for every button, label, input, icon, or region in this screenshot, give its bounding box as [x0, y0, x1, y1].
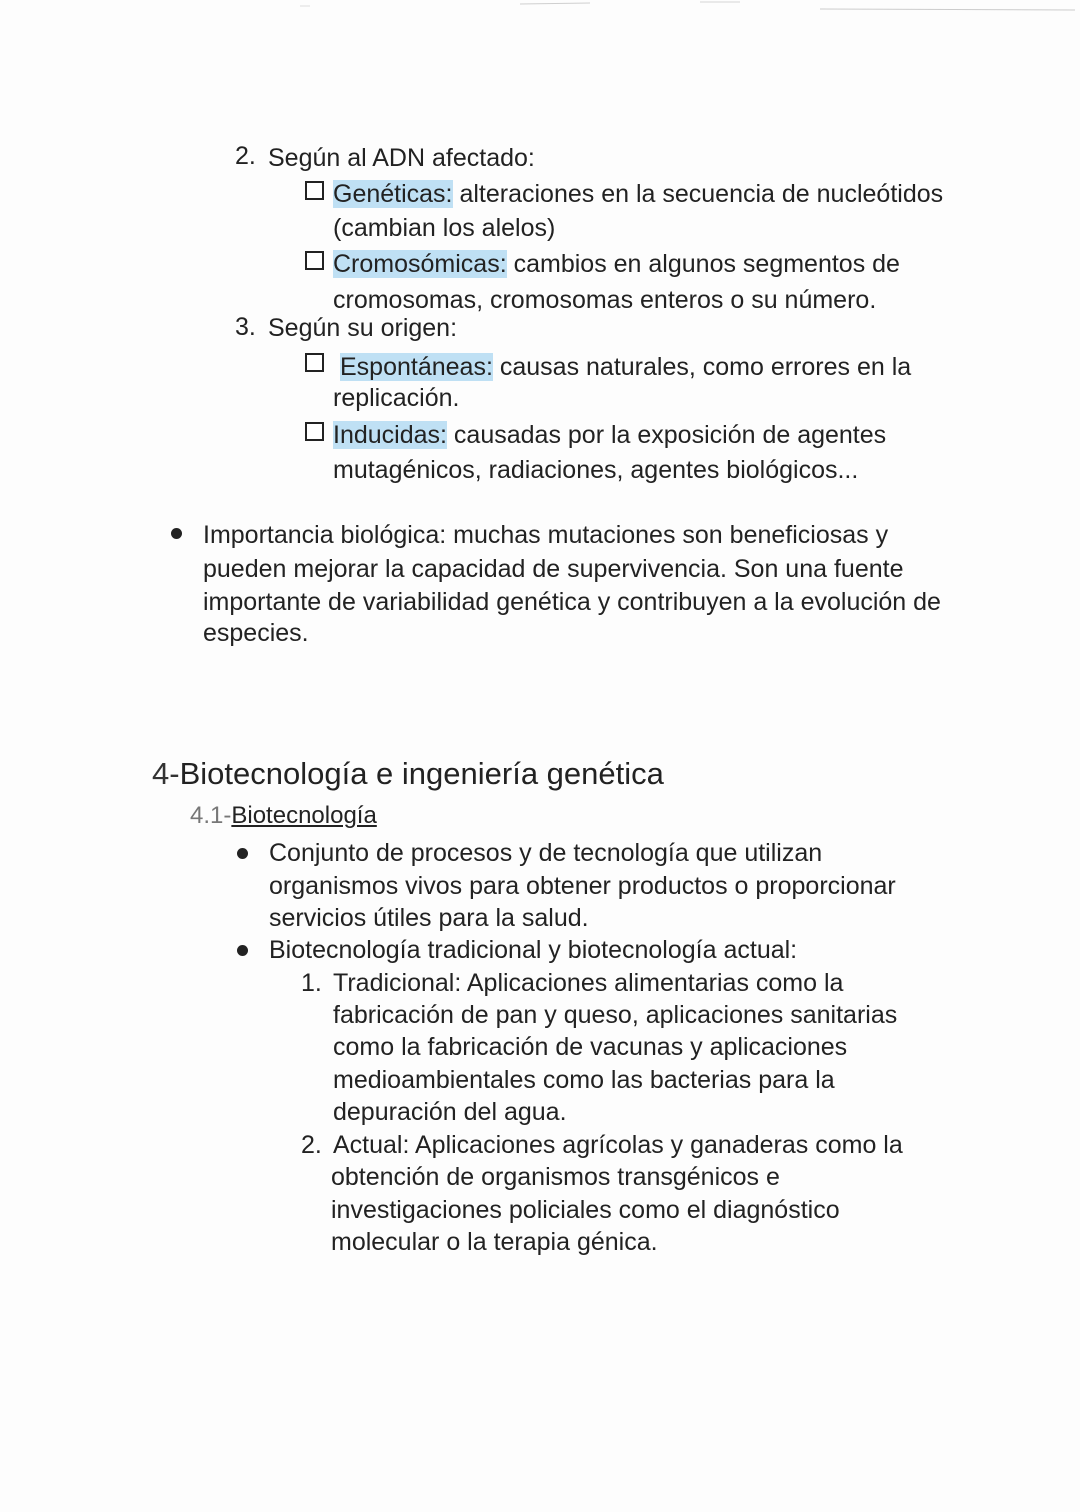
paragraph-line: investigaciones policiales como el diagnóstico	[331, 1196, 840, 1224]
bullet-icon	[237, 848, 248, 859]
scan-artifacts	[0, 0, 1080, 20]
subsection-heading	[190, 801, 377, 831]
paragraph-line: medioambientales como las bacterias para la	[333, 1066, 835, 1094]
option-text: causas naturales, como errores en la	[499, 353, 912, 381]
option-line	[333, 178, 943, 210]
section-heading	[152, 755, 664, 793]
option-text: cambios en algunos segmentos de	[513, 250, 900, 278]
paragraph-line: Conjunto de procesos y de tecnología que utilizan	[269, 839, 823, 867]
paragraph-line: organismos vivos para obtener productos o proporcionar	[269, 872, 896, 900]
checkbox-icon	[305, 181, 324, 200]
checkbox-icon	[305, 251, 324, 270]
paragraph-line: obtención de organismos transgénicos e	[331, 1163, 780, 1191]
subsection-number: 4.1-	[190, 802, 232, 829]
checkbox-icon	[305, 353, 324, 372]
option-continuation: replicación.	[333, 384, 460, 412]
option-continuation: cromosomas, cromosomas enteros o su número.	[333, 286, 877, 314]
section-number: 4-	[152, 756, 180, 791]
option-continuation: mutagénicos, radiaciones, agentes biológicos...	[333, 456, 859, 484]
highlighted-term: Espontáneas:	[340, 353, 493, 381]
highlighted-term: Inducidas:	[333, 421, 447, 449]
option-line	[340, 351, 911, 383]
option-line	[333, 248, 900, 280]
list-number-2: 2.	[301, 1131, 322, 1159]
bullet-icon	[237, 945, 248, 956]
paragraph-line: molecular o la terapia génica.	[331, 1228, 658, 1256]
paragraph-line: servicios útiles para la salud.	[269, 904, 589, 932]
option-text: alteraciones en la secuencia de nucleótidos	[459, 180, 944, 208]
checkbox-icon	[305, 422, 324, 441]
option-line	[333, 419, 886, 451]
list-number-3: 3.	[235, 313, 256, 341]
list-item-title: Según al ADN afectado:	[268, 144, 535, 172]
paragraph-line: Biotecnología tradicional y biotecnología actual:	[269, 936, 798, 964]
list-item-title: Según su origen:	[268, 314, 458, 342]
paragraph-line: fabricación de pan y queso, aplicaciones sanitarias	[333, 1001, 898, 1029]
paragraph-line: Tradicional: Aplicaciones alimentarias como la	[333, 969, 844, 997]
paragraph-line: como la fabricación de vacunas y aplicaciones	[333, 1033, 848, 1061]
section-title: Biotecnología e ingeniería genética	[179, 756, 664, 791]
option-continuation: (cambian los alelos)	[333, 214, 556, 242]
paragraph-line: pueden mejorar la capacidad de supervivencia. Son una fuente	[203, 555, 904, 583]
list-number-2: 2.	[235, 142, 256, 170]
paragraph-line: especies.	[203, 619, 309, 647]
option-text: causadas por la exposición de agentes	[453, 421, 887, 449]
bullet-icon	[171, 528, 182, 539]
highlighted-term: Genéticas:	[333, 180, 453, 208]
subsection-title: Biotecnología	[231, 802, 377, 829]
paragraph-line: depuración del agua.	[333, 1098, 567, 1126]
paragraph-line: importante de variabilidad genética y contribuyen a la evolución de	[203, 588, 941, 616]
paragraph-line: Importancia biológica: muchas mutaciones son beneficiosas y	[203, 521, 889, 549]
list-number-1: 1.	[301, 969, 322, 997]
paragraph-line: Actual: Aplicaciones agrícolas y ganaderas como la	[333, 1131, 903, 1159]
highlighted-term: Cromosómicas:	[333, 250, 507, 278]
